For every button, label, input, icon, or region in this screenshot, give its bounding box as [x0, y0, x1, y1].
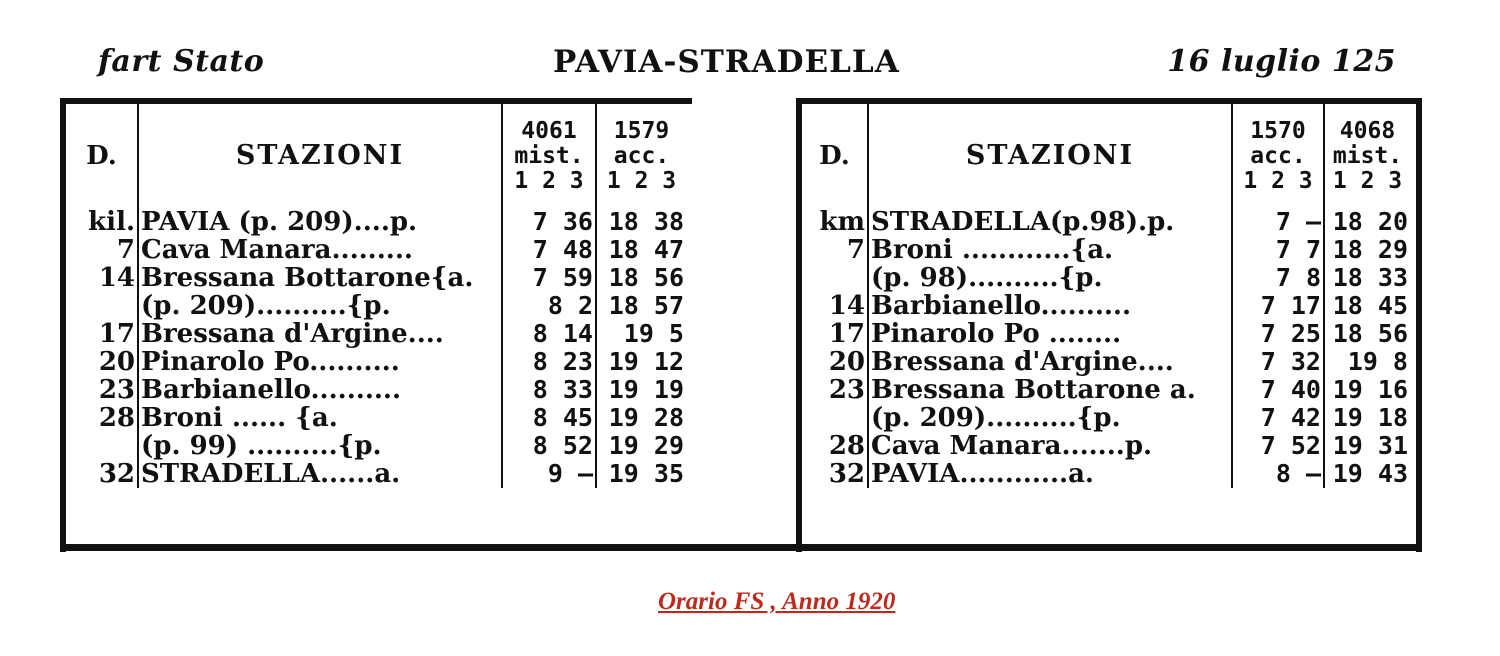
time-cell: 7 59: [502, 264, 596, 292]
station-cell: Bressana d'Argine....: [868, 348, 1232, 376]
train-type: mist.: [1332, 142, 1403, 169]
km-cell: 17: [802, 320, 868, 348]
timetable-row: [66, 432, 686, 460]
station-cell: Bressana Bottarone a.: [868, 376, 1232, 404]
timetable-row: [66, 264, 686, 292]
station-cell: (p. 209)..........{p.: [868, 404, 1232, 432]
time-cell: 19 19: [608, 375, 684, 404]
time-cell: 8 45: [502, 404, 596, 432]
time-cell: 7 36: [502, 208, 596, 236]
train-type: acc.: [1250, 142, 1306, 169]
km-cell: 20: [802, 348, 868, 376]
train-number: 1579: [613, 117, 670, 144]
km-cell: 28: [66, 404, 138, 432]
time-cell: 9 —: [502, 460, 596, 488]
time-cell: 7 —: [1232, 208, 1324, 236]
timetable-row: [802, 376, 1410, 404]
bottom-rule: [60, 544, 1422, 551]
time-cell: 8 23: [502, 348, 596, 376]
col-stations-header: STAZIONI: [868, 104, 1232, 208]
time-cell: 18 20: [1332, 207, 1408, 236]
km-cell: 32: [66, 460, 138, 488]
time-cell: 18 33: [1332, 263, 1408, 292]
time-cell: 8 —: [1232, 460, 1324, 488]
timetable-pavia-stradella: [60, 104, 692, 552]
timetable-row: [802, 320, 1410, 348]
time-cell: 18 29: [1332, 235, 1408, 264]
station-cell: STRADELLA(p.98).p.: [868, 208, 1232, 236]
timetable-row: [66, 236, 686, 264]
time-cell: 19 16: [1332, 375, 1408, 404]
train-classes: 1 2 3: [606, 167, 677, 194]
time-cell: 19 5: [623, 319, 684, 348]
header-title: PAVIA-STRADELLA: [553, 44, 900, 80]
km-cell: kil.: [66, 208, 138, 236]
train-classes: 1 2 3: [1332, 167, 1403, 194]
time-cell: 7 48: [502, 236, 596, 264]
train-classes: 1 2 3: [514, 167, 584, 194]
km-cell: 28: [802, 432, 868, 460]
timetable-row: [66, 348, 686, 376]
km-cell: 14: [66, 264, 138, 292]
timetable-row: [66, 320, 686, 348]
km-cell: [802, 404, 868, 432]
timetable-row: [66, 460, 686, 488]
km-cell: 14: [802, 292, 868, 320]
timetable-row: [66, 208, 686, 236]
time-cell: 19 43: [1332, 459, 1408, 488]
timetable-row: [802, 292, 1410, 320]
km-cell: 23: [802, 376, 868, 404]
time-cell: 7 25: [1232, 320, 1324, 348]
timetable-row: [802, 348, 1410, 376]
station-cell: (p. 209)..........{p.: [138, 292, 502, 320]
km-cell: [802, 264, 868, 292]
train-number: 1570: [1250, 117, 1306, 144]
timetable-row: [66, 376, 686, 404]
km-cell: [66, 292, 138, 320]
time-cell: 18 56: [608, 263, 684, 292]
station-cell: PAVIA (p. 209)....p.: [138, 208, 502, 236]
time-cell: 19 8: [1347, 347, 1408, 376]
time-cell: 7 32: [1232, 348, 1324, 376]
timetable-row: [802, 208, 1410, 236]
station-cell: Pinarolo Po..........: [138, 348, 502, 376]
timetable-stradella-pavia: [796, 104, 1422, 552]
time-cell: 19 29: [608, 431, 684, 460]
station-cell: Pinarolo Po ........: [868, 320, 1232, 348]
time-cell: 19 28: [608, 403, 684, 432]
time-cell: 7 42: [1232, 404, 1324, 432]
header-right: 16 luglio 125: [1167, 44, 1396, 79]
timetable-row: [802, 264, 1410, 292]
time-cell: 7 40: [1232, 376, 1324, 404]
timetable-row: [66, 404, 686, 432]
station-cell: Cava Manara.......p.: [868, 432, 1232, 460]
caption: Orario FS , Anno 1920: [658, 588, 896, 615]
station-cell: (p. 99) ..........{p.: [138, 432, 502, 460]
train-header: [1324, 104, 1410, 208]
km-cell: 17: [66, 320, 138, 348]
station-cell: (p. 98)..........{p.: [868, 264, 1232, 292]
col-stations-header: STAZIONI: [138, 104, 502, 208]
time-cell: 18 45: [1332, 291, 1408, 320]
station-cell: PAVIA............a.: [868, 460, 1232, 488]
train-number: 4061: [521, 117, 577, 144]
timetable-row: [802, 460, 1410, 488]
timetable-row: [802, 404, 1410, 432]
time-cell: 7 52: [1232, 432, 1324, 460]
time-cell: 8 2: [502, 292, 596, 320]
col-d-header: D.: [802, 104, 868, 208]
timetable-row: [802, 236, 1410, 264]
station-cell: Barbianello..........: [868, 292, 1232, 320]
km-cell: 23: [66, 376, 138, 404]
train-type: mist.: [514, 142, 584, 169]
time-cell: 7 8: [1232, 264, 1324, 292]
time-cell: 8 14: [502, 320, 596, 348]
train-header: [596, 104, 686, 208]
time-cell: 19 12: [608, 347, 684, 376]
time-cell: 19 35: [608, 459, 684, 488]
station-cell: Broni ...... {a.: [138, 404, 502, 432]
train-classes: 1 2 3: [1243, 167, 1313, 194]
station-cell: Barbianello..........: [138, 376, 502, 404]
timetable-row: [66, 292, 686, 320]
train-header: [502, 104, 596, 208]
time-cell: 18 56: [1332, 319, 1408, 348]
timetable-left: [66, 104, 686, 488]
km-cell: 7: [802, 236, 868, 264]
km-cell: 7: [66, 236, 138, 264]
station-cell: Bressana d'Argine....: [138, 320, 502, 348]
timetable-row: [802, 432, 1410, 460]
col-d-header: D.: [66, 104, 138, 208]
time-cell: 8 33: [502, 376, 596, 404]
km-cell: [66, 432, 138, 460]
train-type: acc.: [613, 142, 670, 169]
station-cell: STRADELLA......a.: [138, 460, 502, 488]
km-cell: 32: [802, 460, 868, 488]
km-cell: 20: [66, 348, 138, 376]
station-cell: Cava Manara.........: [138, 236, 502, 264]
time-cell: 18 47: [608, 235, 684, 264]
time-cell: 7 17: [1232, 292, 1324, 320]
time-cell: 18 38: [608, 207, 684, 236]
time-cell: 8 52: [502, 432, 596, 460]
station-cell: Broni ............{a.: [868, 236, 1232, 264]
time-cell: 19 18: [1332, 403, 1408, 432]
time-cell: 18 57: [608, 291, 684, 320]
time-cell: 7 7: [1232, 236, 1324, 264]
timetable-right: [802, 104, 1410, 488]
header-left: fart Stato: [98, 44, 265, 79]
train-header: [1232, 104, 1324, 208]
station-cell: Bressana Bottarone{a.: [138, 264, 502, 292]
time-cell: 19 31: [1332, 431, 1408, 460]
train-number: 4068: [1339, 117, 1396, 144]
km-cell: km: [802, 208, 868, 236]
